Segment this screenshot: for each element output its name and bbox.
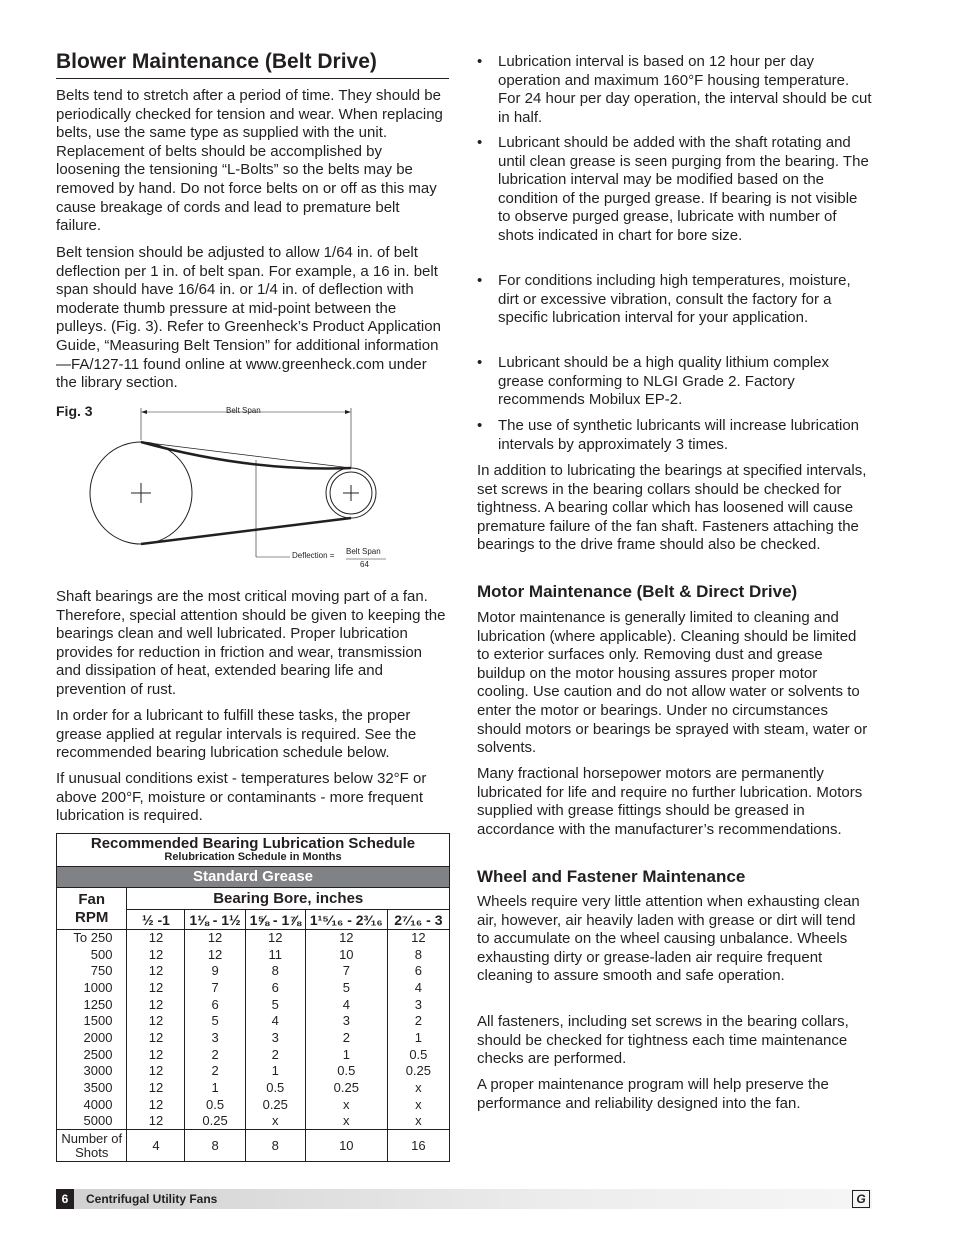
shots-cell: 4 xyxy=(127,1130,185,1162)
months-cell: 5 xyxy=(185,1013,245,1030)
months-cell: 7 xyxy=(185,980,245,997)
table-row xyxy=(57,1046,450,1063)
months-cell: 1 xyxy=(305,1046,387,1063)
table-row xyxy=(57,1030,450,1047)
wheel-paragraph-2: All fasteners, including set screws in the bearing collars, should be checked for tightness each time maintenance checks are performed. xyxy=(477,1013,849,1068)
bullet-lithium: • Lubricant should be a high quality lithium complex grease conforming to NLGI Grade 2. Factory recommends Mobilux EP-2. xyxy=(477,354,872,410)
months-cell: 8 xyxy=(245,963,305,980)
motor-paragraph-1: Motor maintenance is generally limited to cleaning and lubrication (where applicable). Cleaning should be limited to exterior surfaces only. Removing dust and grease buildup on the motor housing assures proper motor cooling. Use caution and do not allow water or solvents to enter the motor or bearings. Under no circumstances should motors or bearings be sprayed with steam, water or solvents. xyxy=(477,609,868,757)
months-cell: 12 xyxy=(127,963,185,980)
months-cell: 12 xyxy=(127,1013,185,1030)
belt-paragraph: Belts tend to stretch after a period of time. They should be periodically checked for tension and wear. When replacing belts, use the same type as supplied with the unit. Replacement of belts should be accomplished by loosening the tensioning “L-Bolts” so the belts may be removed by hand. Do not force belts on or off as this may cause breakage of cords and lead to premature belt failure. xyxy=(56,87,443,235)
months-cell: 1 xyxy=(387,1030,449,1047)
table-row xyxy=(57,963,450,980)
months-cell: x xyxy=(305,1096,387,1113)
fraction-numerator: Belt Span xyxy=(346,547,381,556)
rpm-cell: 4000 xyxy=(57,1096,127,1113)
fan-rpm-text: Fan RPM xyxy=(75,890,109,926)
rpm-cell: 2000 xyxy=(57,1030,127,1047)
months-cell: 12 xyxy=(305,930,387,947)
months-cell: 0.25 xyxy=(387,1063,449,1080)
belt-bottom xyxy=(141,518,351,544)
months-cell: 6 xyxy=(185,996,245,1013)
wheel-paragraph-3: A proper maintenance program will help preserve the performance and reliability designed into the fan. xyxy=(477,1076,829,1112)
months-cell: 2 xyxy=(305,1030,387,1047)
months-cell: 12 xyxy=(127,1046,185,1063)
bore-column-0: ½ -1 xyxy=(127,910,185,930)
months-cell: 12 xyxy=(185,930,245,947)
lubrication-table xyxy=(56,833,450,1162)
months-cell: 0.25 xyxy=(245,1096,305,1113)
months-cell: 9 xyxy=(185,963,245,980)
months-cell: 5 xyxy=(305,980,387,997)
months-cell: 2 xyxy=(185,1046,245,1063)
wheel-paragraph-1: Wheels require very little attention when exhausting clean air, however, air heavily laden with grease or dirt will tend to accumulate on the wheel causing unbalance. Wheels exhausting dirty or grease-laden air require frequent cleaning to assure smooth and safe operation. xyxy=(477,893,860,985)
lubricant-paragraph: In order for a lubricant to fulfill these tasks, the proper grease applied at regular intervals is required. See the recommended bearing lubrication schedule below. xyxy=(56,707,417,762)
bullet-rotating: • Lubricant should be added with the shaft rotating and until clean grease is seen purging from the bearing. The lubrication interval may be modified based on the condition of the purged grease. If bearing is not visible to observe purged grease, lubricate with number of shots indicated in chart for bore size. xyxy=(477,134,872,246)
footer-text: Centrifugal Utility Fans xyxy=(86,1192,218,1206)
months-cell: 12 xyxy=(387,930,449,947)
figure-label: Fig. 3 xyxy=(56,403,93,419)
rpm-cell: 5000 xyxy=(57,1113,127,1130)
table-row xyxy=(57,996,450,1013)
months-cell: 12 xyxy=(127,996,185,1013)
table-title: Recommended Bearing Lubrication Schedule xyxy=(90,835,416,852)
shots-cell: 16 xyxy=(387,1130,449,1162)
motor-heading: Motor Maintenance (Belt & Direct Drive) xyxy=(477,582,798,601)
months-cell: 12 xyxy=(127,1080,185,1097)
footer-bar xyxy=(56,1189,872,1209)
months-cell: 12 xyxy=(127,1096,185,1113)
tension-paragraph: Belt tension should be adjusted to allow 1/64 in. of belt deflection per 1 in. of belt span. For example, a 16 in. belt span should have 16/64 in. or 1/4 in. of deflection with moderate thumb pressure at mid-point between the pulleys. (Fig. 3). Refer to Greenheck’s Product Application Guide, “Measuring Belt Tension” for additional information—FA/127-11 found online at www.greenheck.com under the library section. xyxy=(56,244,441,392)
months-cell: x xyxy=(387,1096,449,1113)
months-cell: 12 xyxy=(127,946,185,963)
months-cell: 3 xyxy=(245,1030,305,1047)
bore-column-4: 2⁷⁄₁₆ - 3 xyxy=(387,910,449,930)
months-cell: x xyxy=(305,1113,387,1130)
bore-column-1: 1⅛ - 1½ xyxy=(185,910,245,930)
months-cell: 12 xyxy=(127,930,185,947)
table-row xyxy=(57,930,450,947)
months-cell: 2 xyxy=(185,1063,245,1080)
months-cell: x xyxy=(387,1080,449,1097)
months-cell: 0.5 xyxy=(185,1096,245,1113)
greenheck-logo-icon: G xyxy=(852,1190,870,1208)
set-screws-paragraph: In addition to lubricating the bearings at specified intervals, set screws in the bearing collars should be checked for tightness. A bearing collar which has loosened will cause premature failure of the fan shaft. Fasteners attaching the bearings to the drive frame should also be checked. xyxy=(477,462,867,554)
table-row xyxy=(57,1013,450,1030)
bullet-conditions: • For conditions including high temperatures, moisture, dirt or excessive vibration, consult the factory for a specific lubrication interval for your application. xyxy=(477,272,872,328)
months-cell: 12 xyxy=(245,930,305,947)
months-cell: 1 xyxy=(185,1080,245,1097)
deflection-label: Deflection = xyxy=(292,551,335,560)
fan-rpm-header xyxy=(57,888,127,930)
rpm-cell: 3000 xyxy=(57,1063,127,1080)
months-cell: 11 xyxy=(245,946,305,963)
bore-column-3: 1¹⁵⁄₁₆ - 2³⁄₁₆ xyxy=(305,910,387,930)
table-subtitle: Relubrication Schedule in Months xyxy=(164,851,342,863)
months-cell: 0.25 xyxy=(185,1113,245,1130)
bore-header: Bearing Bore, inches xyxy=(127,888,450,910)
fraction-denominator: 64 xyxy=(360,560,369,569)
rpm-cell: 2500 xyxy=(57,1046,127,1063)
months-cell: 12 xyxy=(127,1030,185,1047)
bore-column-2: 1⅝ - 1⅞ xyxy=(245,910,305,930)
table-row xyxy=(57,980,450,997)
table-row xyxy=(57,1080,450,1097)
table-band: Standard Grease xyxy=(57,867,450,888)
table-row xyxy=(57,946,450,963)
table-row xyxy=(57,1113,450,1130)
months-cell: 10 xyxy=(305,946,387,963)
shots-label: Number of Shots xyxy=(57,1130,127,1162)
months-cell: 12 xyxy=(127,1113,185,1130)
months-cell: 0.5 xyxy=(245,1080,305,1097)
months-cell: 1 xyxy=(245,1063,305,1080)
table-caption xyxy=(57,834,450,867)
months-cell: 8 xyxy=(387,946,449,963)
months-cell: 12 xyxy=(127,980,185,997)
months-cell: 3 xyxy=(185,1030,245,1047)
months-cell: 3 xyxy=(387,996,449,1013)
shots-cell: 8 xyxy=(185,1130,245,1162)
page-title: Blower Maintenance (Belt Drive) xyxy=(56,50,449,79)
months-cell: 4 xyxy=(305,996,387,1013)
months-cell: 4 xyxy=(245,1013,305,1030)
rpm-cell: 1500 xyxy=(57,1013,127,1030)
rpm-cell: To 250 xyxy=(57,930,127,947)
rpm-cell: 3500 xyxy=(57,1080,127,1097)
conditions-paragraph: If unusual conditions exist - temperatures below 32°F or above 200°F, moisture or contaminants - more frequent lubrication is required. xyxy=(56,770,427,825)
rpm-cell: 1250 xyxy=(57,996,127,1013)
months-cell: 0.5 xyxy=(387,1046,449,1063)
rpm-cell: 750 xyxy=(57,963,127,980)
months-cell: 12 xyxy=(185,946,245,963)
months-cell: 0.25 xyxy=(305,1080,387,1097)
months-cell: x xyxy=(245,1113,305,1130)
months-cell: 6 xyxy=(245,980,305,997)
months-cell: 2 xyxy=(245,1046,305,1063)
wheel-heading: Wheel and Fastener Maintenance xyxy=(477,867,746,886)
months-cell: x xyxy=(387,1113,449,1130)
months-cell: 2 xyxy=(387,1013,449,1030)
shots-cell: 10 xyxy=(305,1130,387,1162)
months-cell: 4 xyxy=(387,980,449,997)
table-row xyxy=(57,1096,450,1113)
months-cell: 3 xyxy=(305,1013,387,1030)
bearings-paragraph: Shaft bearings are the most critical moving part of a fan. Therefore, special attention should be given to keeping the bearings clean and well lubricated. Proper lubrication provides for reduction in friction and wear, transmission and dissipation of heat, extended bearing life and prevention of rust. xyxy=(56,588,446,698)
motor-paragraph-2: Many fractional horsepower motors are permanently lubricated for life and require no further lubrication. Motors supplied with grease fittings should be greased in accordance with the manufacturer’s recommendations. xyxy=(477,765,863,838)
months-cell: 6 xyxy=(387,963,449,980)
months-cell: 12 xyxy=(127,1063,185,1080)
rpm-cell: 500 xyxy=(57,946,127,963)
months-cell: 7 xyxy=(305,963,387,980)
bullet-synthetic: • The use of synthetic lubricants will increase lubrication intervals by approximately 3 times. xyxy=(477,417,872,454)
shots-cell: 8 xyxy=(245,1130,305,1162)
belt-span-label: Belt Span xyxy=(226,406,261,415)
page-number: 6 xyxy=(56,1189,74,1209)
bullet-interval: • Lubrication interval is based on 12 hour per day operation and maximum 160°F housing temperature. For 24 hour per day operation, the interval should be cut in half. xyxy=(477,53,872,127)
table-row xyxy=(57,1063,450,1080)
rpm-cell: 1000 xyxy=(57,980,127,997)
months-cell: 5 xyxy=(245,996,305,1013)
months-cell: 0.5 xyxy=(305,1063,387,1080)
